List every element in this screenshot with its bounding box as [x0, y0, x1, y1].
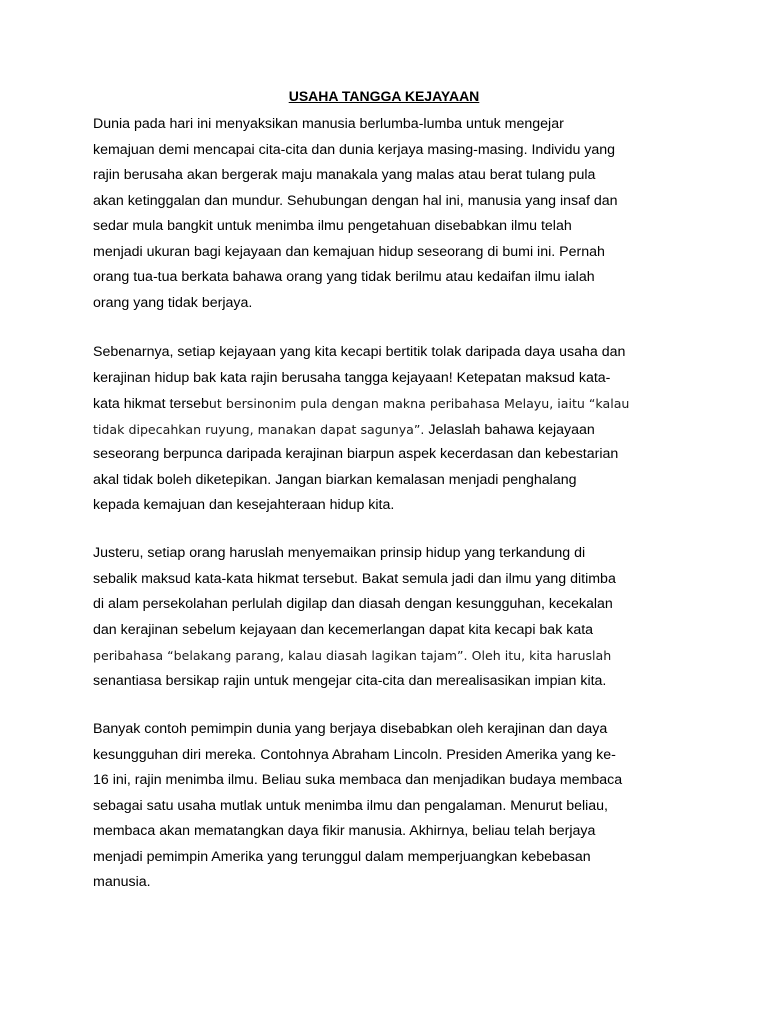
text-line: orang yang tidak berjaya. — [93, 294, 253, 311]
text-line: seseorang berpunca daripada kerajinan biarpun aspek kecerdasan dan kebestarian — [93, 446, 619, 462]
text-line: sedar mula bangkit untuk menimba ilmu pengetahuan disebabkan ilmu telah — [93, 218, 572, 234]
text-line — [93, 643, 693, 669]
text-line: kepada kemajuan dan kesejahteraan hidup kita. — [93, 497, 395, 513]
text-line: akan ketinggalan dan mundur. Sehubungan dengan hal ini, manusia yang insaf dan — [93, 192, 618, 209]
text-line: kemajuan demi mencapai cita-cita dan dunia kerjaya masing-masing. Individu yang — [93, 141, 616, 158]
text-run: kata hikmat terseb — [93, 396, 209, 412]
text-line: rajin berusaha akan bergerak maju manakala yang malas atau berat tulang pula — [93, 167, 596, 183]
text-run: ut bersinonim pula dengan makna peribahasa Melayu, iaitu “kalau — [208, 396, 630, 411]
text-line: 16 ini, rajin menimba ilmu. Beliau suka membaca dan menjadikan budaya membaca — [93, 772, 623, 788]
text-line: kerajinan hidup bak kata rajin berusaha tangga kejayaan! Ketepatan maksud kata- — [93, 369, 611, 386]
text-line — [93, 391, 693, 417]
text-line: Dunia pada hari ini menyaksikan manusia berlumba-lumba untuk mengejar — [93, 116, 564, 132]
text-line: di alam persekolahan perlulah digilap dan diasah dengan kesungguhan, kecekalan — [93, 596, 613, 612]
text-line: senantiasa bersikap rajin untuk mengejar cita-cita dan merealisasikan impian kita. — [93, 672, 607, 689]
text-line: menjadi ukuran bagi kejayaan dan kemajuan hidup seseorang di bumi ini. Pernah — [93, 243, 605, 260]
text-line — [93, 417, 693, 443]
text-line: orang tua-tua berkata bahawa orang yang tidak berilmu atau kedaifan ilmu ialah — [93, 269, 595, 285]
paragraph-2 — [93, 340, 693, 519]
text-run: Jelaslah bahawa kejayaan — [424, 421, 595, 438]
document-title: USAHA TANGGA KEJAYAAN — [288, 88, 480, 104]
text-run: peribahasa “belakang parang, kalau diasah lagikan tajam”. Oleh itu, kita haruslah — [93, 648, 612, 663]
text-line: Justeru, setiap orang haruslah menyemaikan prinsip hidup yang terkandung di — [93, 545, 586, 561]
paragraph-3 — [93, 541, 693, 694]
paragraph-4 — [93, 717, 693, 896]
text-line: Sebenarnya, setiap kejayaan yang kita kecapi bertitik tolak daripada daya usaha dan — [93, 344, 626, 360]
text-line: dan kerajinan sebelum kejayaan dan kecemerlangan dapat kita kecapi bak kata — [93, 621, 594, 638]
text-line: sebagai satu usaha mutlak untuk menimba ilmu dan pengalaman. Menurut beliau, — [93, 797, 609, 814]
text-line: kesungguhan diri mereka. Contohnya Abraham Lincoln. Presiden Amerika yang ke- — [93, 746, 616, 763]
text-line: sebalik maksud kata-kata hikmat tersebut. Bakat semula jadi dan ilmu yang ditimba — [93, 570, 616, 587]
text-line: menjadi pemimpin Amerika yang terunggul dalam memperjuangkan kebebasan — [93, 848, 591, 865]
text-run: tidak dipecahkan ruyung, manakan dapat sagunya”. — [93, 421, 425, 437]
text-line: manusia. — [93, 874, 151, 890]
text-line: akal tidak boleh diketepikan. Jangan biarkan kemalasan menjadi penghalang — [93, 471, 577, 488]
paragraph-1 — [93, 112, 693, 316]
text-line: Banyak contoh pemimpin dunia yang berjaya disebabkan oleh kerajinan dan daya — [93, 721, 608, 737]
text-line: membaca akan mematangkan daya fikir manusia. Akhirnya, beliau telah berjaya — [93, 823, 596, 839]
